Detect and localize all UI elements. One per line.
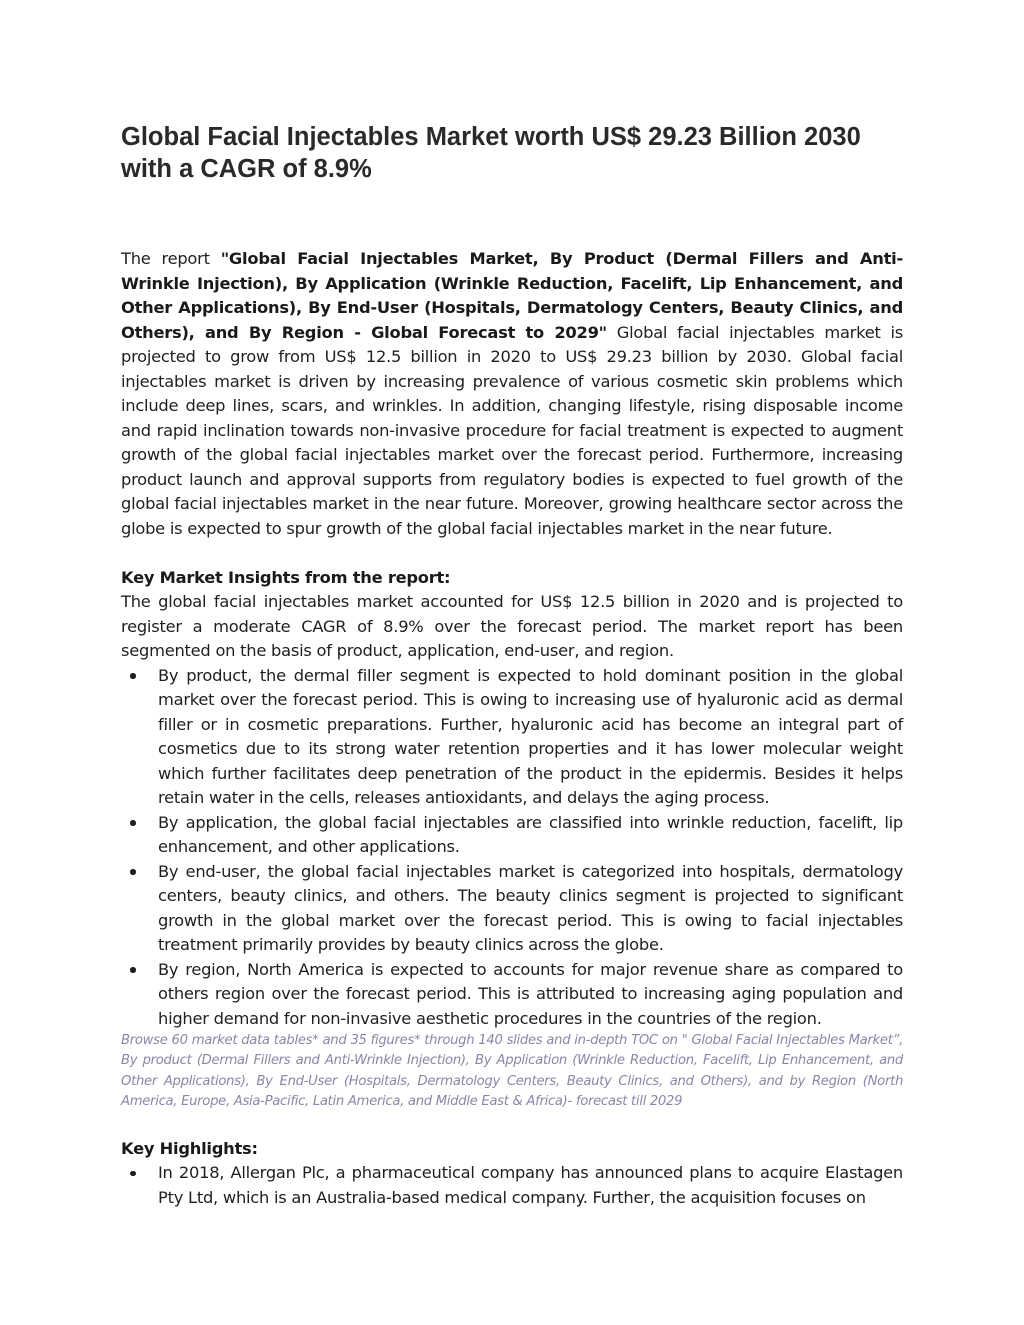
key-insights-paragraph: The global facial injectables market accounted for US$ 12.5 billion in 2020 and is projected to register a moderate CAGR of 8.9% over the forecast period. The market report has been segmented on the basis of product, application, end-user, and region. bbox=[121, 592, 903, 660]
browse-note[interactable]: Browse 60 market data tables* and 35 figures* through 140 slides and in-depth TOC on " Global Facial Injectables Market”, By product (Dermal Fillers and Anti-Wrinkle Injection), By Application (Wrinkle Reduction, Facelift, Lip Enhancement, and Other Applications), By End-User (Hospitals, Dermatology Centers, Beauty Clinics, and Others), and by Region (North America, Europe, Asia-Pacific, Latin America, and Middle East & Africa)- forecast till 2029 bbox=[121, 1033, 903, 1109]
list-item: By application, the global facial injectables are classified into wrinkle reduction, facelift, lip enhancement, and other applications. bbox=[121, 811, 903, 860]
key-insights-list bbox=[121, 664, 903, 1032]
key-insights-heading: Key Market Insights from the report: bbox=[121, 567, 451, 587]
key-highlights-heading: Key Highlights: bbox=[121, 1138, 258, 1158]
intro-body: Global facial injectables market is projected to grow from US$ 12.5 billion in 2020 to US$ 29.23 billion by 2030. Global facial injectables market is driven by increasing prevalence of various cosmetic skin problems which include deep lines, scars, and wrinkles. In addition, changing lifestyle, rising disposable income and rapid inclination towards non-invasive procedure for facial treatment is expected to augment growth of the global facial injectables market over the forecast period. Furthermore, increasing product launch and approval supports from regulatory bodies is expected to fuel growth of the global facial injectables market in the near future. Moreover, growing healthcare sector across the globe is expected to spur growth of the global facial injectables market in the near future. bbox=[121, 322, 903, 538]
intro-lead: The report bbox=[121, 249, 221, 268]
report-title: "Global Facial Injectables Market, By Product (Dermal Fillers and Anti-Wrinkle Injection), By Application (Wrinkle Reduction, Facelift, Lip Enhancement, and Other Applications), By End-User (Hospitals, Dermatology Centers, Beauty Clinics, and Others), and By Region - Global Forecast to 2029" bbox=[121, 249, 903, 342]
list-item: By end-user, the global facial injectables market is categorized into hospitals, dermatology centers, beauty clinics, and others. The beauty clinics segment is projected to significant growth in the global market over the forecast period. This is owing to facial injectables treatment primarily provides by beauty clinics across the globe. bbox=[121, 860, 903, 958]
list-item: By product, the dermal filler segment is expected to hold dominant position in the global market over the forecast period. This is owing to increasing use of hyaluronic acid as dermal filler or in cosmetic preparations. Further, hyaluronic acid has become an integral part of cosmetics due to its strong water retention properties and it has lower molecular weight which further facilitates deep penetration of the product in the epidermis. Besides it helps retain water in the cells, releases antioxidants, and delays the aging process. bbox=[121, 664, 903, 811]
intro-paragraph bbox=[121, 247, 903, 541]
list-item: By region, North America is expected to accounts for major revenue share as compared to others region over the forecast period. This is attributed to increasing aging population and higher demand for non-invasive aesthetic procedures in the countries of the region. bbox=[121, 958, 903, 1032]
key-highlights-list bbox=[121, 1161, 903, 1210]
document-content bbox=[121, 121, 903, 1210]
list-item: In 2018, Allergan Plc, a pharmaceutical company has announced plans to acquire Elastagen Pty Ltd, which is an Australia-based medical company. Further, the acquisition focuses on bbox=[121, 1161, 903, 1210]
document-title: Global Facial Injectables Market worth US$ 29.23 Billion 2030 with a CAGR of 8.9% bbox=[121, 123, 861, 183]
